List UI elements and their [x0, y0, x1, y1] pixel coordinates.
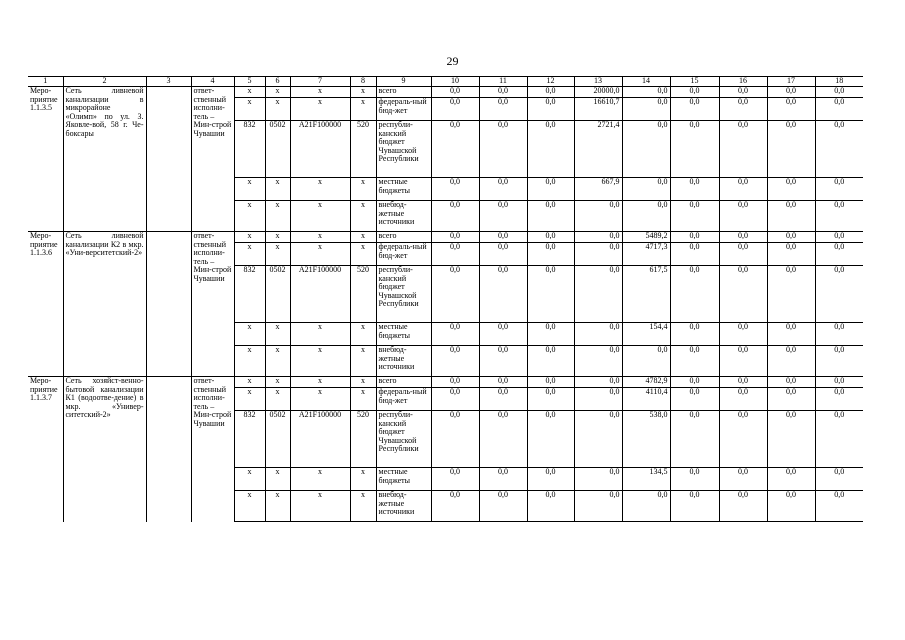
- header-cell: 8: [350, 77, 376, 87]
- value-cell: 0,0: [719, 121, 767, 178]
- code-section-cell: х: [265, 468, 290, 491]
- value-cell: 0,0: [479, 377, 527, 388]
- value-cell: 0,0: [815, 468, 863, 491]
- code-section-cell: 0502: [265, 121, 290, 178]
- value-cell: 0,0: [479, 266, 527, 323]
- value-cell: 0,0: [767, 411, 815, 468]
- code-type-cell: х: [350, 388, 376, 411]
- value-cell: 0,0: [479, 201, 527, 232]
- value-cell: 0,0: [719, 377, 767, 388]
- value-cell: 0,0: [622, 346, 670, 377]
- measure-id-cell: Меро-приятие 1.1.3.6: [28, 232, 63, 377]
- value-cell: 0,0: [670, 98, 719, 121]
- code-target-cell: х: [290, 178, 350, 201]
- code-type-cell: х: [350, 201, 376, 232]
- value-cell: 0,0: [527, 323, 574, 346]
- code-section-cell: х: [265, 243, 290, 266]
- code-grbs-cell: х: [234, 323, 265, 346]
- page-number: 29: [446, 54, 459, 68]
- code-type-cell: х: [350, 377, 376, 388]
- value-cell: 0,0: [767, 468, 815, 491]
- code-section-cell: х: [265, 178, 290, 201]
- code-section-cell: х: [265, 491, 290, 522]
- value-cell: 0,0: [431, 243, 479, 266]
- code-type-cell: х: [350, 178, 376, 201]
- value-cell: 0,0: [670, 491, 719, 522]
- code-target-cell: х: [290, 87, 350, 98]
- budget-table: [28, 76, 863, 522]
- code-type-cell: х: [350, 346, 376, 377]
- code-target-cell: х: [290, 98, 350, 121]
- header-cell: 3: [146, 77, 191, 87]
- value-cell: 0,0: [670, 87, 719, 98]
- value-cell: 0,0: [431, 201, 479, 232]
- value-cell: 0,0: [815, 121, 863, 178]
- header-cell: 6: [265, 77, 290, 87]
- value-cell: 0,0: [527, 201, 574, 232]
- funding-source-cell: местные бюджеты: [376, 468, 431, 491]
- value-cell: 0,0: [815, 87, 863, 98]
- code-target-cell: х: [290, 468, 350, 491]
- value-cell: 0,0: [479, 243, 527, 266]
- code-type-cell: 520: [350, 411, 376, 468]
- value-cell: 0,0: [767, 346, 815, 377]
- code-grbs-cell: х: [234, 201, 265, 232]
- value-cell: 0,0: [431, 87, 479, 98]
- value-cell: 0,0: [719, 243, 767, 266]
- value-cell: 0,0: [767, 266, 815, 323]
- measure-name-cell: Сеть ливневой канализации К2 в мкр. «Уни-верситетский-2»: [63, 232, 146, 377]
- code-grbs-cell: 832: [234, 266, 265, 323]
- header-cell: 18: [815, 77, 863, 87]
- value-cell: 0,0: [479, 388, 527, 411]
- value-cell: 0,0: [670, 178, 719, 201]
- value-cell: 0,0: [670, 121, 719, 178]
- executor-cell: ответ-ственный исполни-тель – Мин-строй Чувашии: [191, 87, 234, 232]
- value-cell: 0,0: [527, 491, 574, 522]
- code-target-cell: х: [290, 346, 350, 377]
- code-type-cell: 520: [350, 121, 376, 178]
- code-target-cell: х: [290, 232, 350, 243]
- value-cell: 0,0: [431, 346, 479, 377]
- measure-id-cell: Меро-приятие 1.1.3.7: [28, 377, 63, 522]
- empty-cell: [146, 377, 191, 522]
- value-cell: 0,0: [815, 388, 863, 411]
- value-cell: 0,0: [719, 411, 767, 468]
- code-target-cell: х: [290, 243, 350, 266]
- value-cell: 2721,4: [574, 121, 622, 178]
- value-cell: 0,0: [622, 201, 670, 232]
- code-grbs-cell: х: [234, 98, 265, 121]
- value-cell: 0,0: [431, 377, 479, 388]
- funding-source-cell: федераль-ный бюд-жет: [376, 388, 431, 411]
- value-cell: 0,0: [431, 468, 479, 491]
- measure-name-cell: Сеть хозяйст-венно-бытовой канализации К1 (водоотве-дение) в мкр. «Универ-ситетский-2»: [63, 377, 146, 522]
- code-type-cell: х: [350, 323, 376, 346]
- value-cell: 0,0: [767, 201, 815, 232]
- code-target-cell: х: [290, 491, 350, 522]
- value-cell: 0,0: [815, 232, 863, 243]
- value-cell: 0,0: [767, 491, 815, 522]
- value-cell: 0,0: [815, 491, 863, 522]
- value-cell: 0,0: [767, 377, 815, 388]
- value-cell: 0,0: [574, 346, 622, 377]
- funding-source-cell: местные бюджеты: [376, 323, 431, 346]
- value-cell: 0,0: [431, 266, 479, 323]
- value-cell: 0,0: [431, 232, 479, 243]
- code-grbs-cell: х: [234, 346, 265, 377]
- value-cell: 0,0: [815, 178, 863, 201]
- value-cell: 16610,7: [574, 98, 622, 121]
- code-grbs-cell: х: [234, 468, 265, 491]
- code-grbs-cell: х: [234, 178, 265, 201]
- value-cell: 0,0: [815, 266, 863, 323]
- value-cell: 0,0: [431, 411, 479, 468]
- code-section-cell: 0502: [265, 266, 290, 323]
- code-target-cell: х: [290, 388, 350, 411]
- funding-source-cell: всего: [376, 232, 431, 243]
- value-cell: 0,0: [574, 201, 622, 232]
- header-cell: 1: [28, 77, 63, 87]
- value-cell: 4782,9: [622, 377, 670, 388]
- header-cell: 12: [527, 77, 574, 87]
- value-cell: 0,0: [670, 468, 719, 491]
- value-cell: 134,5: [622, 468, 670, 491]
- value-cell: 0,0: [622, 98, 670, 121]
- code-section-cell: х: [265, 346, 290, 377]
- code-type-cell: х: [350, 243, 376, 266]
- code-grbs-cell: х: [234, 388, 265, 411]
- header-cell: 4: [191, 77, 234, 87]
- funding-source-cell: республи-канский бюджет Чувашской Республики: [376, 411, 431, 468]
- header-cell: 13: [574, 77, 622, 87]
- code-section-cell: х: [265, 323, 290, 346]
- header-row: [28, 77, 863, 87]
- value-cell: 0,0: [574, 411, 622, 468]
- value-cell: 0,0: [574, 266, 622, 323]
- funding-source-cell: внебюд-жетные источники: [376, 201, 431, 232]
- value-cell: 0,0: [719, 201, 767, 232]
- code-grbs-cell: 832: [234, 121, 265, 178]
- value-cell: 0,0: [527, 178, 574, 201]
- value-cell: 0,0: [815, 243, 863, 266]
- code-section-cell: х: [265, 377, 290, 388]
- empty-cell: [146, 87, 191, 232]
- value-cell: 0,0: [670, 232, 719, 243]
- code-type-cell: х: [350, 232, 376, 243]
- funding-source-cell: федераль-ный бюд-жет: [376, 98, 431, 121]
- value-cell: 0,0: [815, 98, 863, 121]
- code-type-cell: х: [350, 491, 376, 522]
- value-cell: 0,0: [527, 98, 574, 121]
- funding-source-cell: местные бюджеты: [376, 178, 431, 201]
- value-cell: 0,0: [670, 346, 719, 377]
- header-cell: 2: [63, 77, 146, 87]
- value-cell: 0,0: [574, 468, 622, 491]
- value-cell: 0,0: [479, 323, 527, 346]
- code-section-cell: 0502: [265, 411, 290, 468]
- funding-source-cell: федераль-ный бюд-жет: [376, 243, 431, 266]
- value-cell: 0,0: [815, 201, 863, 232]
- code-grbs-cell: х: [234, 243, 265, 266]
- value-cell: 0,0: [527, 243, 574, 266]
- value-cell: 0,0: [527, 121, 574, 178]
- value-cell: 0,0: [719, 323, 767, 346]
- value-cell: 0,0: [767, 98, 815, 121]
- header-cell: 16: [719, 77, 767, 87]
- value-cell: 0,0: [622, 87, 670, 98]
- code-section-cell: х: [265, 201, 290, 232]
- value-cell: 0,0: [574, 377, 622, 388]
- value-cell: 0,0: [767, 323, 815, 346]
- value-cell: 0,0: [431, 491, 479, 522]
- funding-source-cell: всего: [376, 377, 431, 388]
- value-cell: 0,0: [527, 232, 574, 243]
- header-cell: 17: [767, 77, 815, 87]
- value-cell: 0,0: [815, 411, 863, 468]
- value-cell: 0,0: [479, 87, 527, 98]
- table-body: [28, 77, 863, 522]
- value-cell: 0,0: [527, 388, 574, 411]
- code-grbs-cell: х: [234, 87, 265, 98]
- value-cell: 0,0: [767, 121, 815, 178]
- value-cell: 0,0: [479, 346, 527, 377]
- value-cell: 0,0: [670, 243, 719, 266]
- value-cell: 0,0: [767, 232, 815, 243]
- code-target-cell: х: [290, 323, 350, 346]
- executor-cell: ответ-ственный исполни-тель – Мин-строй Чувашии: [191, 232, 234, 377]
- measure-name-cell: Сеть ливневой канализации в микрорайоне «Олимп» по ул. З. Яковле-вой, 58 г. Че-боксары: [63, 87, 146, 232]
- value-cell: 0,0: [719, 491, 767, 522]
- value-cell: 0,0: [767, 388, 815, 411]
- value-cell: 0,0: [719, 468, 767, 491]
- value-cell: 0,0: [719, 346, 767, 377]
- value-cell: 0,0: [431, 98, 479, 121]
- measure-id-cell: Меро-приятие 1.1.3.5: [28, 87, 63, 232]
- code-section-cell: х: [265, 232, 290, 243]
- value-cell: 0,0: [719, 98, 767, 121]
- executor-cell: ответ-ственный исполни-тель – Мин-строй Чувашии: [191, 377, 234, 522]
- value-cell: 4717,3: [622, 243, 670, 266]
- value-cell: 667,9: [574, 178, 622, 201]
- value-cell: 0,0: [767, 178, 815, 201]
- value-cell: 0,0: [527, 411, 574, 468]
- value-cell: 0,0: [479, 121, 527, 178]
- value-cell: 0,0: [622, 178, 670, 201]
- code-grbs-cell: х: [234, 377, 265, 388]
- table-row: [28, 87, 863, 98]
- header-cell: 10: [431, 77, 479, 87]
- value-cell: 0,0: [479, 232, 527, 243]
- code-grbs-cell: х: [234, 232, 265, 243]
- value-cell: 0,0: [719, 178, 767, 201]
- value-cell: 20000,0: [574, 87, 622, 98]
- value-cell: 0,0: [670, 411, 719, 468]
- header-cell: 5: [234, 77, 265, 87]
- value-cell: 0,0: [479, 178, 527, 201]
- funding-source-cell: республи-канский бюджет Чувашской Республики: [376, 266, 431, 323]
- value-cell: 0,0: [431, 323, 479, 346]
- code-type-cell: 520: [350, 266, 376, 323]
- value-cell: 0,0: [431, 121, 479, 178]
- value-cell: 0,0: [479, 98, 527, 121]
- value-cell: 0,0: [431, 178, 479, 201]
- value-cell: 0,0: [431, 388, 479, 411]
- value-cell: 617,5: [622, 266, 670, 323]
- funding-source-cell: внебюд-жетные источники: [376, 491, 431, 522]
- funding-source-cell: всего: [376, 87, 431, 98]
- value-cell: 0,0: [574, 232, 622, 243]
- value-cell: 0,0: [670, 377, 719, 388]
- value-cell: 154,4: [622, 323, 670, 346]
- value-cell: 0,0: [719, 388, 767, 411]
- value-cell: 0,0: [719, 266, 767, 323]
- funding-source-cell: республи-канский бюджет Чувашской Республики: [376, 121, 431, 178]
- table-row: [28, 232, 863, 243]
- value-cell: 0,0: [527, 377, 574, 388]
- code-section-cell: х: [265, 388, 290, 411]
- code-type-cell: х: [350, 98, 376, 121]
- value-cell: 0,0: [670, 323, 719, 346]
- value-cell: 5489,2: [622, 232, 670, 243]
- value-cell: 0,0: [479, 411, 527, 468]
- header-cell: 11: [479, 77, 527, 87]
- code-target-cell: A21F100000: [290, 266, 350, 323]
- code-type-cell: х: [350, 87, 376, 98]
- empty-cell: [146, 232, 191, 377]
- value-cell: 0,0: [527, 266, 574, 323]
- value-cell: 0,0: [767, 87, 815, 98]
- value-cell: 0,0: [670, 266, 719, 323]
- header-cell: 7: [290, 77, 350, 87]
- value-cell: 0,0: [719, 87, 767, 98]
- header-cell: 9: [376, 77, 431, 87]
- code-section-cell: х: [265, 98, 290, 121]
- value-cell: 0,0: [527, 346, 574, 377]
- code-target-cell: A21F100000: [290, 411, 350, 468]
- value-cell: 0,0: [815, 377, 863, 388]
- value-cell: 0,0: [815, 323, 863, 346]
- value-cell: 0,0: [622, 121, 670, 178]
- value-cell: 0,0: [622, 491, 670, 522]
- value-cell: 0,0: [767, 243, 815, 266]
- code-section-cell: х: [265, 87, 290, 98]
- value-cell: 0,0: [670, 388, 719, 411]
- value-cell: 0,0: [479, 491, 527, 522]
- value-cell: 538,0: [622, 411, 670, 468]
- value-cell: 4110,4: [622, 388, 670, 411]
- value-cell: 0,0: [479, 468, 527, 491]
- value-cell: 0,0: [574, 491, 622, 522]
- header-cell: 14: [622, 77, 670, 87]
- value-cell: 0,0: [527, 87, 574, 98]
- value-cell: 0,0: [670, 201, 719, 232]
- value-cell: 0,0: [527, 468, 574, 491]
- value-cell: 0,0: [574, 388, 622, 411]
- code-grbs-cell: х: [234, 491, 265, 522]
- code-target-cell: х: [290, 377, 350, 388]
- code-target-cell: х: [290, 201, 350, 232]
- code-target-cell: A21F100000: [290, 121, 350, 178]
- code-type-cell: х: [350, 468, 376, 491]
- header-cell: 15: [670, 77, 719, 87]
- value-cell: 0,0: [719, 232, 767, 243]
- value-cell: 0,0: [574, 323, 622, 346]
- funding-source-cell: внебюд-жетные источники: [376, 346, 431, 377]
- table-row: [28, 377, 863, 388]
- code-grbs-cell: 832: [234, 411, 265, 468]
- value-cell: 0,0: [815, 346, 863, 377]
- value-cell: 0,0: [574, 243, 622, 266]
